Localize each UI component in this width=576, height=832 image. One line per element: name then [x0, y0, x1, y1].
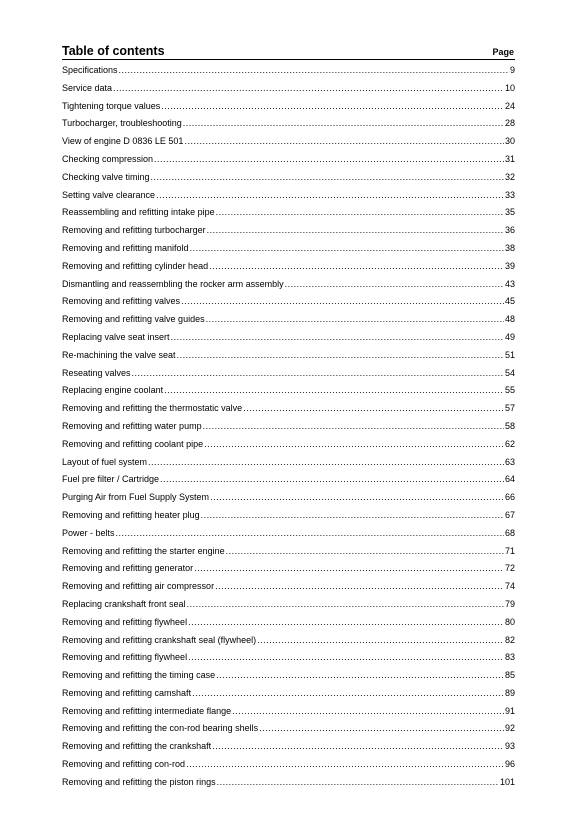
- dot-leader: [194, 560, 504, 578]
- toc-entry-page-number: 72: [504, 563, 515, 574]
- toc-entry-page-number: 71: [504, 545, 515, 556]
- toc-entry-page-number: 51: [504, 349, 515, 360]
- toc-entry-title: Removing and refitting water pump: [62, 420, 202, 431]
- toc-entry-title: View of engine D 0836 LE 501: [62, 136, 184, 147]
- toc-entry-page-number: 68: [504, 527, 515, 538]
- toc-entry-title: Dismantling and reassembling the rocker arm assembly: [62, 278, 284, 289]
- toc-entry[interactable]: [62, 187, 515, 205]
- toc-entry-page-number: 43: [504, 278, 515, 289]
- dot-leader: [210, 489, 504, 507]
- toc-entry-page-number: 48: [504, 314, 515, 325]
- dot-leader: [190, 240, 504, 258]
- toc-title: Table of contents: [62, 44, 165, 58]
- toc-entry[interactable]: [62, 169, 515, 187]
- toc-entry-page-number: 32: [504, 171, 515, 182]
- page-column-label: Page: [492, 47, 514, 57]
- dot-leader: [226, 543, 504, 561]
- toc-entry-page-number: 83: [504, 652, 515, 663]
- toc-entry[interactable]: [62, 62, 515, 80]
- toc-entry[interactable]: [62, 525, 515, 543]
- toc-entry-page-number: 9: [509, 65, 515, 75]
- toc-entry[interactable]: [62, 329, 515, 347]
- toc-entry-title: Replacing crankshaft front seal: [62, 598, 186, 609]
- dot-leader: [204, 436, 504, 454]
- toc-entry-title: Removing and refitting turbocharger: [62, 225, 206, 236]
- toc-entry-page-number: 58: [504, 420, 515, 431]
- toc-entry-title: Fuel pre filter / Cartridge: [62, 474, 160, 485]
- toc-entry[interactable]: [62, 632, 515, 650]
- toc-entry[interactable]: [62, 222, 515, 240]
- toc-entry-page-number: 85: [504, 670, 515, 681]
- toc-entry-page-number: 35: [504, 207, 515, 218]
- toc-entry-title: Reassembling and refitting intake pipe: [62, 207, 215, 218]
- toc-entry-page-number: 38: [504, 242, 515, 253]
- toc-entry-title: Removing and refitting con-rod: [62, 759, 186, 770]
- toc-entry-page-number: 55: [504, 385, 515, 396]
- toc-entry[interactable]: [62, 489, 515, 507]
- dot-leader: [113, 80, 504, 98]
- toc-entry-title: Removing and refitting the timing case: [62, 670, 216, 681]
- toc-entry-page-number: 79: [504, 598, 515, 609]
- toc-entry-title: Removing and refitting valve guides: [62, 314, 205, 325]
- toc-entry-page-number: 101: [499, 776, 515, 787]
- toc-entry-page-number: 28: [504, 118, 515, 129]
- dot-leader: [119, 62, 509, 80]
- toc-entry-title: Removing and refitting camshaft: [62, 687, 192, 698]
- dot-leader: [188, 649, 504, 667]
- toc-entry-title: Removing and refitting flywheel: [62, 616, 188, 627]
- toc-entry-title: Checking compression: [62, 153, 154, 164]
- toc-entry-title: Removing and refitting crankshaft seal (flywheel): [62, 634, 257, 645]
- toc-entry-page-number: 93: [504, 741, 515, 752]
- dot-leader: [257, 632, 504, 650]
- dot-leader: [216, 667, 504, 685]
- dot-leader: [156, 187, 504, 205]
- toc-entry-page-number: 82: [504, 634, 515, 645]
- toc-entry[interactable]: [62, 543, 515, 561]
- toc-entry-page-number: 74: [504, 581, 515, 592]
- toc-entry-page-number: 91: [504, 705, 515, 716]
- toc-entry-page-number: 30: [504, 136, 515, 147]
- dot-leader: [160, 471, 504, 489]
- dot-leader: [212, 738, 504, 756]
- dot-leader: [188, 614, 504, 632]
- toc-entry-title: Layout of fuel system: [62, 456, 148, 467]
- toc-entry-title: Power - belts: [62, 527, 115, 538]
- toc-entry[interactable]: [62, 115, 515, 133]
- dot-leader: [154, 151, 504, 169]
- toc-entry[interactable]: [62, 596, 515, 614]
- toc-entry[interactable]: [62, 756, 515, 774]
- toc-entry-page-number: 89: [504, 687, 515, 698]
- toc-entry-page-number: 80: [504, 616, 515, 627]
- toc-entry[interactable]: [62, 685, 515, 703]
- toc-entry-page-number: 96: [504, 759, 515, 770]
- toc-entry-page-number: 64: [504, 474, 515, 485]
- document-page: [62, 43, 515, 792]
- toc-entry-page-number: 45: [504, 296, 515, 307]
- toc-entry[interactable]: [62, 578, 515, 596]
- toc-entry-title: Removing and refitting air compressor: [62, 581, 215, 592]
- dot-leader: [184, 133, 504, 151]
- dot-leader: [148, 454, 504, 472]
- toc-entry-title: Setting valve clearance: [62, 189, 156, 200]
- toc-entry[interactable]: [62, 347, 515, 365]
- dot-leader: [192, 685, 504, 703]
- toc-entry-title: Removing and refitting coolant pipe: [62, 438, 204, 449]
- toc-entry-page-number: 24: [504, 100, 515, 111]
- toc-entry-page-number: 63: [504, 456, 515, 467]
- toc-entry-title: Removing and refitting heater plug: [62, 509, 200, 520]
- toc-entry-page-number: 49: [504, 331, 515, 342]
- toc-header: [62, 43, 515, 60]
- toc-entry-page-number: 36: [504, 225, 515, 236]
- dot-leader: [132, 365, 504, 383]
- toc-entry-title: Service data: [62, 82, 113, 93]
- toc-entry[interactable]: [62, 720, 515, 738]
- toc-entry-page-number: 92: [504, 723, 515, 734]
- dot-leader: [217, 774, 499, 792]
- toc-entry-title: Removing and refitting flywheel: [62, 652, 188, 663]
- dot-leader: [243, 400, 504, 418]
- toc-entry[interactable]: [62, 454, 515, 472]
- toc-entry[interactable]: [62, 400, 515, 418]
- dot-leader: [216, 204, 504, 222]
- toc-entry[interactable]: [62, 649, 515, 667]
- toc-entry-title: Removing and refitting the crankshaft: [62, 741, 212, 752]
- dot-leader: [232, 703, 504, 721]
- toc-entry-title: Re-machining the valve seat: [62, 349, 176, 360]
- toc-entry-title: Removing and refitting valves: [62, 296, 181, 307]
- dot-leader: [215, 578, 504, 596]
- toc-entry[interactable]: [62, 98, 515, 116]
- toc-entry-title: Removing and refitting the piston rings: [62, 776, 216, 787]
- toc-entry[interactable]: [62, 276, 515, 294]
- toc-entry-page-number: 66: [504, 492, 515, 503]
- toc-entry-page-number: 57: [504, 403, 515, 414]
- toc-entry-page-number: 33: [504, 189, 515, 200]
- toc-entry-page-number: 67: [504, 509, 515, 520]
- toc-entry-title: Purging Air from Fuel Supply System: [62, 492, 210, 503]
- toc-entry[interactable]: [62, 151, 515, 169]
- toc-entry-title: Removing and refitting manifold: [62, 242, 189, 253]
- toc-entry[interactable]: [62, 365, 515, 383]
- dot-leader: [201, 507, 504, 525]
- toc-entry-title: Removing and refitting the thermostatic valve: [62, 403, 243, 414]
- toc-entry-title: Replacing engine coolant: [62, 385, 164, 396]
- dot-leader: [151, 169, 504, 187]
- dot-leader: [177, 347, 504, 365]
- dot-leader: [186, 756, 504, 774]
- toc-entry[interactable]: [62, 667, 515, 685]
- toc-entry-page-number: 54: [504, 367, 515, 378]
- dot-leader: [187, 596, 504, 614]
- toc-entry-title: Specifications: [62, 65, 118, 75]
- toc-entry-title: Removing and refitting generator: [62, 563, 194, 574]
- toc-entry[interactable]: [62, 418, 515, 436]
- toc-entry[interactable]: [62, 382, 515, 400]
- toc-entry[interactable]: [62, 80, 515, 98]
- dot-leader: [206, 311, 504, 329]
- toc-entry-title: Checking valve timing: [62, 171, 150, 182]
- toc-entry[interactable]: [62, 240, 515, 258]
- toc-entry-page-number: 62: [504, 438, 515, 449]
- toc-entry-title: Removing and refitting intermediate flange: [62, 705, 232, 716]
- toc-entry[interactable]: [62, 293, 515, 311]
- toc-entry[interactable]: [62, 311, 515, 329]
- toc-entry-title: Replacing valve seat insert: [62, 331, 170, 342]
- dot-leader: [209, 258, 504, 276]
- toc-entry[interactable]: [62, 507, 515, 525]
- dot-leader: [116, 525, 504, 543]
- toc-entry[interactable]: [62, 703, 515, 721]
- toc-entry[interactable]: [62, 436, 515, 454]
- toc-list: [62, 62, 515, 792]
- toc-entry[interactable]: [62, 738, 515, 756]
- toc-entry[interactable]: [62, 204, 515, 222]
- toc-entry[interactable]: [62, 133, 515, 151]
- toc-entry-page-number: 31: [504, 153, 515, 164]
- toc-entry[interactable]: [62, 774, 515, 792]
- dot-leader: [207, 222, 504, 240]
- dot-leader: [203, 418, 504, 436]
- toc-entry[interactable]: [62, 258, 515, 276]
- toc-entry-page-number: 39: [504, 260, 515, 271]
- toc-entry-title: Removing and refitting cylinder head: [62, 260, 209, 271]
- toc-entry-title: Tightening torque values: [62, 100, 161, 111]
- toc-entry-title: Turbocharger, troubleshooting: [62, 118, 182, 129]
- toc-entry-title: Removing and refitting the con-rod bearing shells: [62, 723, 259, 734]
- toc-entry-title: Reseating valves: [62, 367, 131, 378]
- dot-leader: [164, 382, 504, 400]
- toc-entry[interactable]: [62, 471, 515, 489]
- dot-leader: [259, 720, 504, 738]
- toc-entry-title: Removing and refitting the starter engine: [62, 545, 225, 556]
- toc-entry-page-number: 10: [504, 82, 515, 93]
- dot-leader: [161, 98, 504, 116]
- dot-leader: [171, 329, 504, 347]
- toc-entry[interactable]: [62, 560, 515, 578]
- dot-leader: [183, 115, 504, 133]
- toc-entry[interactable]: [62, 614, 515, 632]
- dot-leader: [181, 293, 504, 311]
- dot-leader: [285, 276, 504, 294]
